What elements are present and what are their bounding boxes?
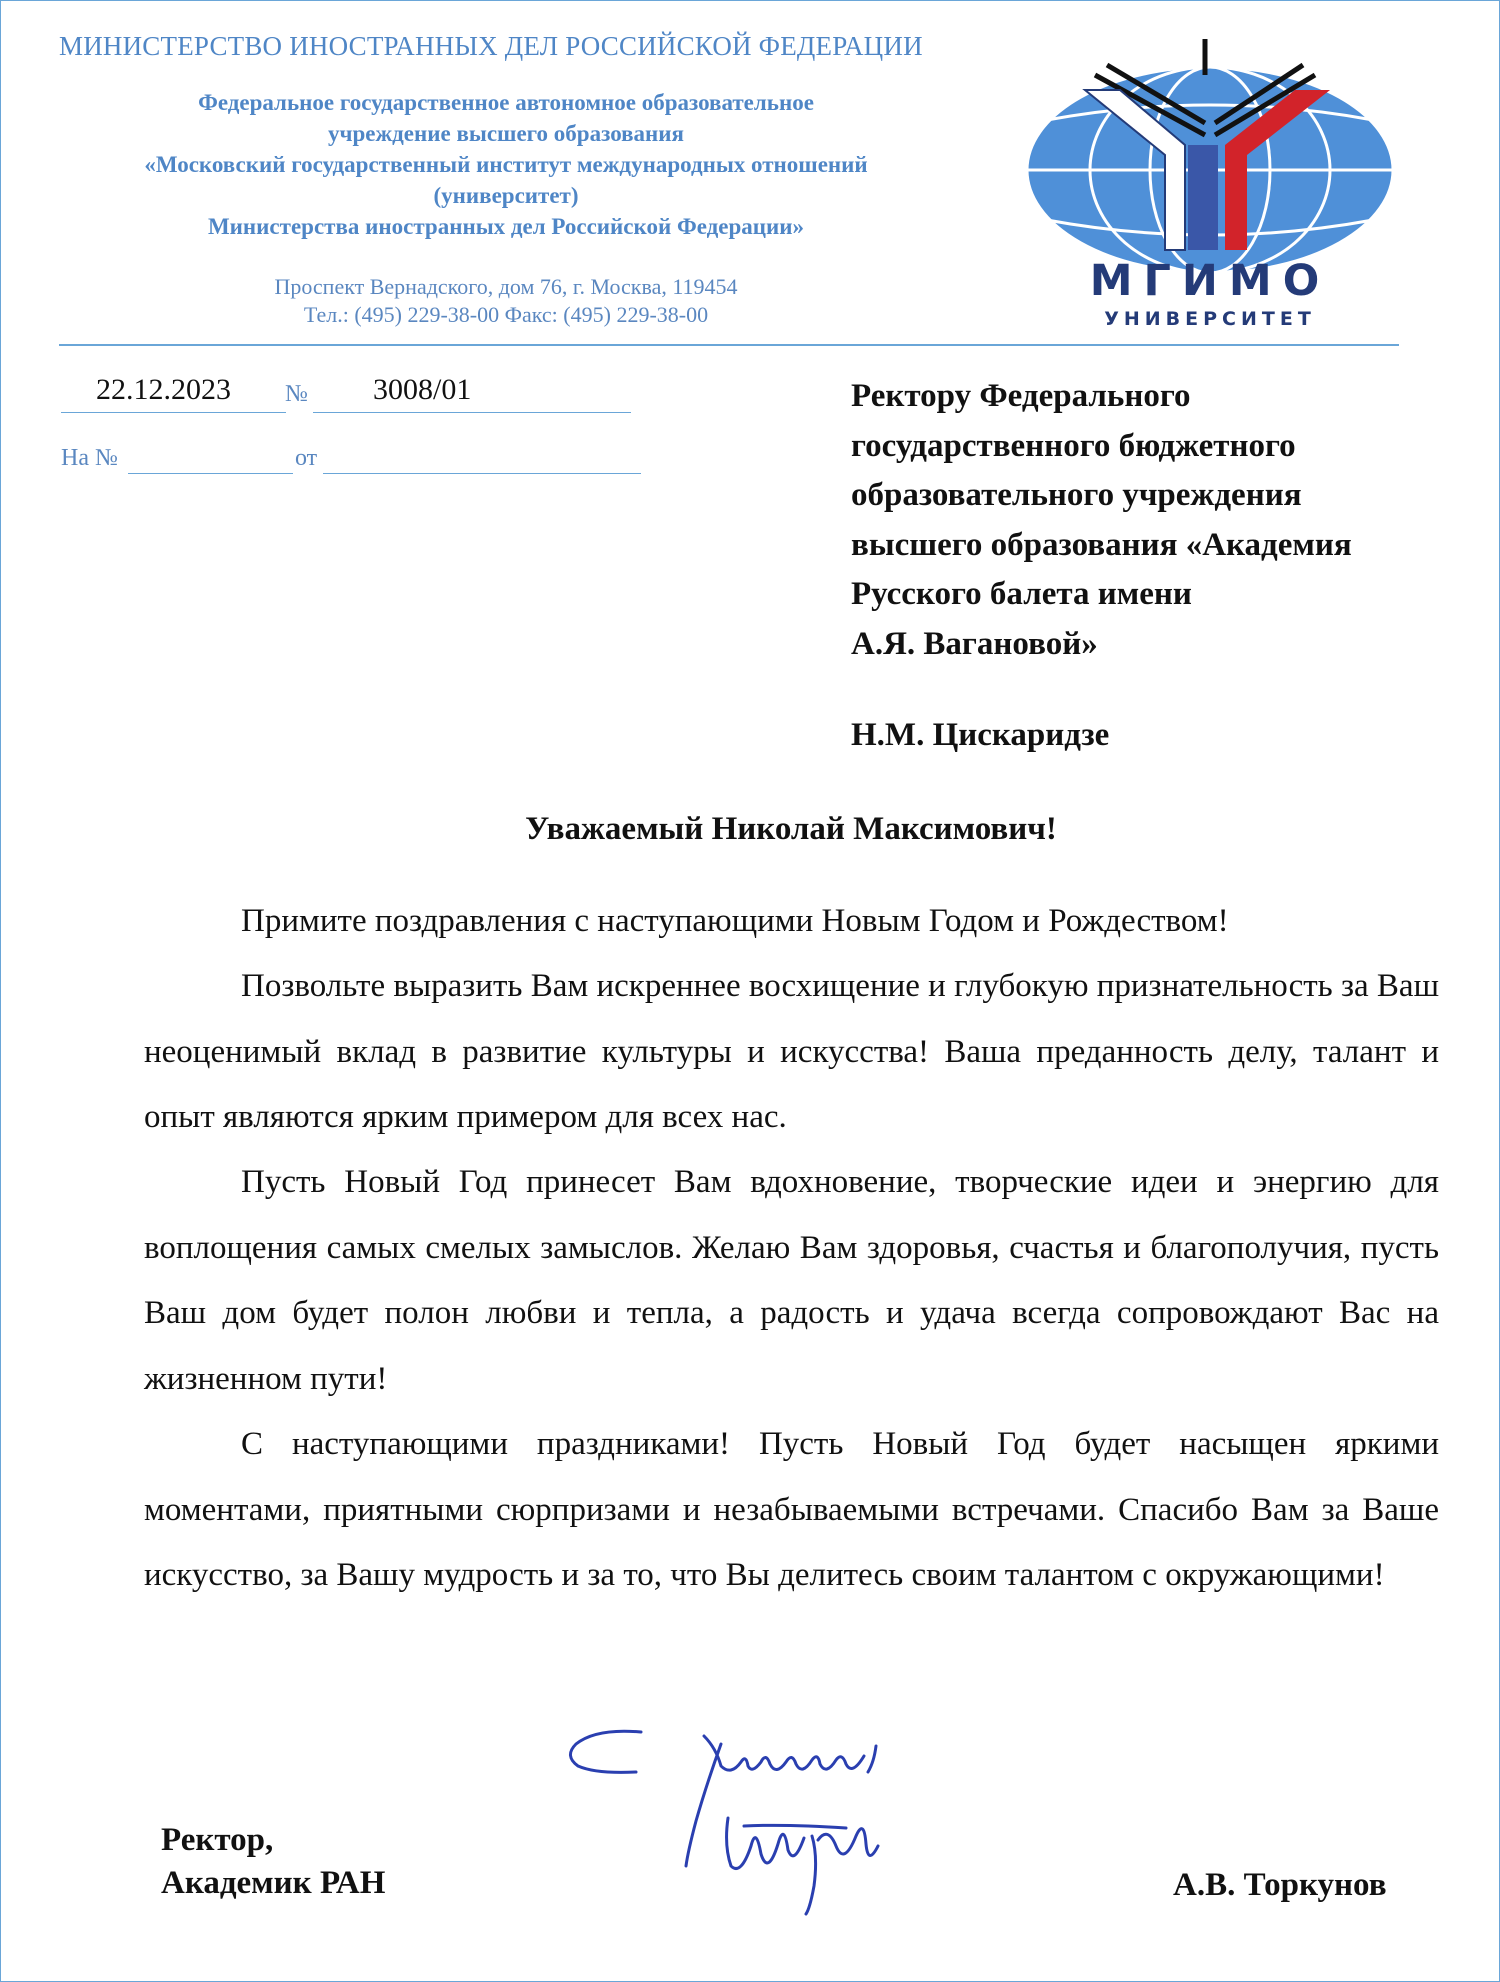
body-paragraph: С наступающими праздниками! Пусть Новый Год будет насыщен яркими моментами, приятными сюрпризами и незабываемыми встречами. Спасибо Вам за Ваше искусство, за Вашу мудрость и за то, что Вы делитесь своим талантом с окружающими! bbox=[144, 1426, 1439, 1593]
reply-number-line bbox=[128, 472, 293, 474]
addressee-line: А.Я. Вагановой» bbox=[851, 625, 1098, 662]
ministry-title: МИНИСТЕРСТВО ИНОСТРАННЫХ ДЕЛ РОССИЙСКОЙ ФЕДЕРАЦИИ bbox=[59, 31, 923, 61]
institution-line: Федеральное государственное автономное образовательное bbox=[198, 90, 814, 115]
institution-phones: Тел.: (495) 229-38-00 Факс: (495) 229-38-00 bbox=[303, 302, 709, 327]
addressee-line: высшего образования «Академия bbox=[851, 526, 1352, 563]
institution-address: Проспект Вернадского, дом 76, г. Москва, 119454 bbox=[274, 274, 738, 299]
signatory-title bbox=[161, 1819, 385, 1905]
institution-line: «Московский государственный институт международных отношений bbox=[144, 152, 868, 177]
addressee-name: Н.М. Цискаридзе bbox=[851, 717, 1110, 753]
body-paragraph: Пусть Новый Год принесет Вам вдохновение, творческие идеи и энергию для воплощения самых смелых замыслов. Желаю Вам здоровья, счастья и благополучия, пусть Ваш дом будет полон любви и тепла, а радость и удача всегда сопровождают Вас на жизненном пути! bbox=[144, 1164, 1439, 1397]
signatory-title-line: Ректор, bbox=[161, 1822, 274, 1858]
institution-line: (университет) bbox=[433, 183, 579, 208]
date-line bbox=[61, 411, 286, 413]
reply-date-line bbox=[323, 472, 641, 474]
reply-date-label: от bbox=[295, 445, 318, 471]
handwritten-signature-icon bbox=[556, 1726, 1046, 1916]
number-line bbox=[313, 411, 631, 413]
signatory-title-line: Академик РАН bbox=[161, 1865, 386, 1901]
institution-line: Министерства иностранных дел Российской Федерации» bbox=[207, 214, 805, 239]
logo-wordmark: МГИМО bbox=[1089, 256, 1331, 306]
addressee-line: Русского балета имени bbox=[851, 576, 1192, 612]
salutation: Уважаемый Николай Максимович! bbox=[525, 811, 1057, 847]
number-label: № bbox=[285, 381, 308, 407]
body-paragraph: Позвольте выразить Вам искреннее восхищение и глубокую признательность за Ваш неоценимый вклад в развитие культуры и искусства! Ваша преданность делу, талант и опыт являются ярким примером для всех нас. bbox=[144, 968, 1439, 1135]
addressee-line: государственного бюджетного bbox=[851, 427, 1296, 464]
addressee-block bbox=[851, 372, 1451, 669]
letter-number: 3008/01 bbox=[373, 373, 472, 406]
addressee-line: Ректору Федерального bbox=[851, 378, 1191, 414]
letter-date: 22.12.2023 bbox=[96, 373, 231, 406]
institution-line: учреждение высшего образования bbox=[328, 121, 684, 146]
header-divider bbox=[59, 344, 1399, 346]
logo-subtitle: УНИВЕРСИТЕТ bbox=[1104, 308, 1316, 330]
signatory-name: А.В. Торкунов bbox=[1173, 1867, 1387, 1903]
body-paragraph: Примите поздравления с наступающими Новым Годом и Рождеством! bbox=[241, 903, 1229, 939]
reply-number-label: На № bbox=[61, 445, 118, 471]
addressee-line: образовательного учреждения bbox=[851, 477, 1302, 513]
